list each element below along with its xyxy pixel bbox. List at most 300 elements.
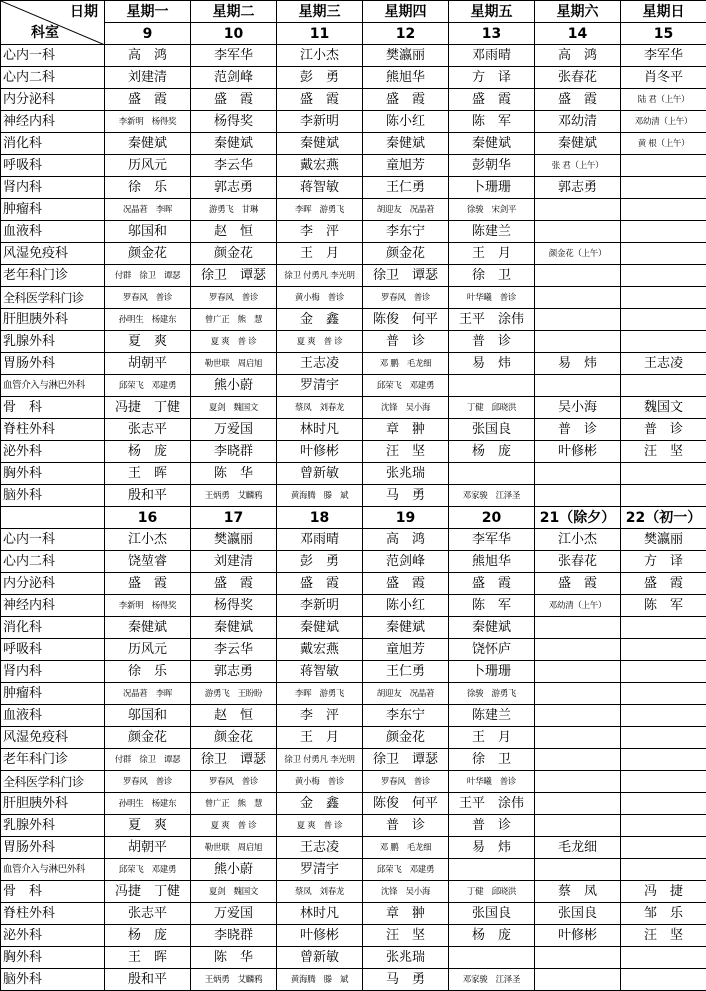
schedule-row <box>1 133 706 155</box>
doctor-cell: 卜珊珊 <box>449 177 535 199</box>
doctor-cell: 彭朝华 <box>449 155 535 177</box>
doctor-cell: 曾广正 熊 慧 <box>191 793 277 815</box>
doctor-cell: 邓幼清（上午） <box>535 595 621 617</box>
doctor-cell: 邬国和 <box>105 705 191 727</box>
department-name: 血液科 <box>1 705 105 727</box>
doctor-cell: 徐卫 谭瑟 <box>191 265 277 287</box>
doctor-cell: 秦健斌 <box>363 617 449 639</box>
doctor-cell: 颜金花 <box>363 727 449 749</box>
schedule-row <box>1 969 706 991</box>
doctor-cell: 盛 霞 <box>621 573 706 595</box>
doctor-cell: 叶修彬 <box>535 925 621 947</box>
doctor-cell: 李晖 游勇飞 <box>277 683 363 705</box>
schedule-row <box>1 705 706 727</box>
doctor-cell: 沈锋 吴小海 <box>363 397 449 419</box>
doctor-cell: 林时凡 <box>277 419 363 441</box>
doctor-cell: 秦健斌 <box>191 617 277 639</box>
week2-date-blank <box>1 507 105 529</box>
doctor-cell: 盛 霞 <box>191 573 277 595</box>
doctor-cell: 蒋智敏 <box>277 661 363 683</box>
doctor-cell: 颜金花 <box>191 727 277 749</box>
schedule-row <box>1 243 706 265</box>
doctor-cell: 秦健斌 <box>535 133 621 155</box>
doctor-cell: 历风元 <box>105 155 191 177</box>
doctor-cell: 樊瀛丽 <box>363 45 449 67</box>
doctor-cell: 徐卫 付勇凡 李光明 <box>277 265 363 287</box>
doctor-cell: 蒋智敏 <box>277 177 363 199</box>
doctor-cell <box>621 749 706 771</box>
doctor-cell: 游勇飞 甘琳 <box>191 199 277 221</box>
doctor-cell: 黄 根（上午） <box>621 133 706 155</box>
doctor-cell: 蔡 凤 <box>535 881 621 903</box>
schedule-row <box>1 441 706 463</box>
doctor-cell <box>621 265 706 287</box>
doctor-cell: 罗春风 普诊 <box>363 287 449 309</box>
doctor-cell <box>621 947 706 969</box>
date-cell: 15 <box>621 23 706 45</box>
doctor-cell: 樊瀛丽 <box>621 529 706 551</box>
doctor-cell: 罗春风 普诊 <box>105 287 191 309</box>
corner-header <box>1 1 105 45</box>
department-name: 呼吸科 <box>1 639 105 661</box>
schedule-row <box>1 199 706 221</box>
doctor-cell: 胡朝平 <box>105 837 191 859</box>
doctor-cell: 毛龙细 <box>535 837 621 859</box>
doctor-cell: 张志平 <box>105 903 191 925</box>
department-name: 心内二科 <box>1 551 105 573</box>
doctor-cell <box>535 221 621 243</box>
schedule-row <box>1 771 706 793</box>
doctor-cell: 冯捷 丁健 <box>105 397 191 419</box>
date-cell: 21（除夕） <box>535 507 621 529</box>
schedule-row <box>1 727 706 749</box>
doctor-cell: 刘建清 <box>105 67 191 89</box>
doctor-cell: 李新明 杨得奖 <box>105 595 191 617</box>
doctor-cell: 杨 庞 <box>105 441 191 463</box>
schedule-row <box>1 749 706 771</box>
doctor-cell: 叶华曦 普诊 <box>449 771 535 793</box>
doctor-cell <box>621 639 706 661</box>
doctor-cell: 方 译 <box>449 67 535 89</box>
doctor-cell: 盛 霞 <box>363 573 449 595</box>
doctor-cell: 邱荣飞 邓建勇 <box>363 375 449 397</box>
doctor-cell: 万爱国 <box>191 419 277 441</box>
date-cell: 14 <box>535 23 621 45</box>
doctor-cell: 李新明 杨得奖 <box>105 111 191 133</box>
department-name: 骨 科 <box>1 881 105 903</box>
department-name: 胸外科 <box>1 463 105 485</box>
department-name: 肝胆胰外科 <box>1 793 105 815</box>
schedule-row <box>1 67 706 89</box>
doctor-cell <box>535 661 621 683</box>
doctor-cell <box>621 661 706 683</box>
doctor-cell: 李 泙 <box>277 221 363 243</box>
date-cell: 22（初一） <box>621 507 706 529</box>
doctor-cell: 卜珊珊 <box>449 661 535 683</box>
doctor-cell: 张兆瑞 <box>363 947 449 969</box>
doctor-cell: 高 鸿 <box>363 529 449 551</box>
doctor-cell: 王平 涂伟 <box>449 793 535 815</box>
doctor-cell <box>535 947 621 969</box>
department-name: 血管介入与淋巴外科 <box>1 375 105 397</box>
department-name: 心内二科 <box>1 67 105 89</box>
doctor-cell <box>535 331 621 353</box>
doctor-cell: 秦健斌 <box>363 133 449 155</box>
doctor-cell: 徐卫 谭瑟 <box>191 749 277 771</box>
schedule-row <box>1 815 706 837</box>
doctor-cell: 冯捷 丁健 <box>105 881 191 903</box>
doctor-cell: 戴宏燕 <box>277 155 363 177</box>
doctor-cell: 王志凌 <box>621 353 706 375</box>
doctor-cell <box>621 199 706 221</box>
doctor-cell: 王 月 <box>449 243 535 265</box>
department-name: 神经内科 <box>1 595 105 617</box>
doctor-cell: 彭 勇 <box>277 551 363 573</box>
weekday-sat: 星期六 <box>535 1 621 23</box>
doctor-cell: 胡朝平 <box>105 353 191 375</box>
doctor-cell: 熊小蔚 <box>191 375 277 397</box>
doctor-cell: 邓家骏 江泽圣 <box>449 969 535 991</box>
doctor-cell: 王 晖 <box>105 947 191 969</box>
doctor-cell: 盛 霞 <box>449 573 535 595</box>
doctor-cell: 李东宁 <box>363 221 449 243</box>
doctor-cell: 王炳勇 艾麟鸦 <box>191 485 277 507</box>
doctor-cell: 李新明 <box>277 111 363 133</box>
weekday-fri: 星期五 <box>449 1 535 23</box>
doctor-cell: 张国良 <box>449 903 535 925</box>
doctor-cell: 郭志勇 <box>191 661 277 683</box>
doctor-cell: 普 诊 <box>363 815 449 837</box>
doctor-cell: 邓 鹏 毛龙细 <box>363 353 449 375</box>
doctor-cell: 冯 捷 <box>621 881 706 903</box>
department-name: 脊柱外科 <box>1 419 105 441</box>
doctor-cell: 邱荣飞 邓建勇 <box>363 859 449 881</box>
department-name: 内分泌科 <box>1 89 105 111</box>
doctor-cell: 熊小蔚 <box>191 859 277 881</box>
doctor-cell: 罗春风 普诊 <box>105 771 191 793</box>
doctor-cell <box>449 859 535 881</box>
doctor-cell: 高 鸿 <box>535 45 621 67</box>
doctor-cell: 徐骏 游勇飞 <box>449 683 535 705</box>
doctor-cell: 李晓群 <box>191 441 277 463</box>
doctor-cell: 罗清宇 <box>277 375 363 397</box>
doctor-cell: 邓雨晴 <box>277 529 363 551</box>
schedule-row <box>1 903 706 925</box>
doctor-cell: 徐 乐 <box>105 661 191 683</box>
doctor-cell: 汪 坚 <box>621 925 706 947</box>
doctor-cell: 曾新敏 <box>277 947 363 969</box>
doctor-cell: 郭志勇 <box>191 177 277 199</box>
doctor-cell: 张兆瑞 <box>363 463 449 485</box>
date-cell: 16 <box>105 507 191 529</box>
doctor-cell: 马 勇 <box>363 969 449 991</box>
schedule-row <box>1 925 706 947</box>
department-name: 内分泌科 <box>1 573 105 595</box>
doctor-cell: 盛 霞 <box>277 573 363 595</box>
date-cell: 9 <box>105 23 191 45</box>
week2-date-row <box>1 507 706 529</box>
doctor-cell <box>621 793 706 815</box>
doctor-cell: 万爱国 <box>191 903 277 925</box>
doctor-cell: 易 炜 <box>449 837 535 859</box>
doctor-cell: 李新明 <box>277 595 363 617</box>
department-name: 风湿免疫科 <box>1 243 105 265</box>
doctor-cell <box>535 749 621 771</box>
doctor-cell: 童旭芳 <box>363 155 449 177</box>
doctor-cell: 徐卫 付勇凡 李光明 <box>277 749 363 771</box>
doctor-cell <box>535 815 621 837</box>
department-name: 泌外科 <box>1 925 105 947</box>
schedule-row <box>1 793 706 815</box>
doctor-cell: 秦健斌 <box>277 617 363 639</box>
schedule-row <box>1 661 706 683</box>
department-name: 肝胆胰外科 <box>1 309 105 331</box>
doctor-cell: 普 诊 <box>449 331 535 353</box>
doctor-cell: 刘建清 <box>191 551 277 573</box>
doctor-cell: 戴宏燕 <box>277 639 363 661</box>
doctor-cell: 罗清宇 <box>277 859 363 881</box>
doctor-cell: 陈 华 <box>191 947 277 969</box>
department-name: 老年科门诊 <box>1 749 105 771</box>
department-name: 消化科 <box>1 133 105 155</box>
doctor-cell: 杨 庞 <box>449 441 535 463</box>
doctor-cell: 丁健 邱晓洪 <box>449 881 535 903</box>
doctor-cell: 盛 霞 <box>535 573 621 595</box>
doctor-cell: 金 鑫 <box>277 309 363 331</box>
doctor-cell: 王志凌 <box>277 353 363 375</box>
doctor-cell: 王志凌 <box>277 837 363 859</box>
doctor-cell: 彭 勇 <box>277 67 363 89</box>
schedule-row <box>1 837 706 859</box>
department-name: 呼吸科 <box>1 155 105 177</box>
doctor-cell: 夏 爽 普 诊 <box>191 331 277 353</box>
doctor-cell <box>621 243 706 265</box>
department-name: 神经内科 <box>1 111 105 133</box>
doctor-cell: 黄海腾 滕 斌 <box>277 969 363 991</box>
doctor-cell: 杨 庞 <box>449 925 535 947</box>
doctor-cell: 童旭芳 <box>363 639 449 661</box>
doctor-cell: 徐 卫 <box>449 265 535 287</box>
schedule-row <box>1 617 706 639</box>
doctor-cell: 陈建兰 <box>449 705 535 727</box>
doctor-cell: 王炳勇 艾麟鸦 <box>191 969 277 991</box>
doctor-cell: 叶华曦 普诊 <box>449 287 535 309</box>
schedule-row <box>1 485 706 507</box>
doctor-cell: 范剑峰 <box>191 67 277 89</box>
doctor-cell: 陈 军 <box>449 111 535 133</box>
doctor-cell: 盛 霞 <box>277 89 363 111</box>
doctor-cell: 付群 徐卫 谭瑟 <box>105 749 191 771</box>
doctor-cell: 殷和平 <box>105 485 191 507</box>
weekday-mon: 星期一 <box>105 1 191 23</box>
doctor-cell: 勒世联 周启旭 <box>191 353 277 375</box>
doctor-cell: 李晓群 <box>191 925 277 947</box>
doctor-cell: 赵 恒 <box>191 221 277 243</box>
department-name: 肿瘤科 <box>1 683 105 705</box>
schedule-row <box>1 353 706 375</box>
doctor-cell <box>535 199 621 221</box>
doctor-cell: 熊旭华 <box>449 551 535 573</box>
doctor-cell: 沈锋 吴小海 <box>363 881 449 903</box>
schedule-row <box>1 287 706 309</box>
doctor-cell: 徐卫 谭瑟 <box>363 265 449 287</box>
doctor-cell <box>621 177 706 199</box>
department-name: 血管介入与淋巴外科 <box>1 859 105 881</box>
doctor-cell <box>449 375 535 397</box>
doctor-cell: 孙明生 杨建东 <box>105 309 191 331</box>
department-name: 胸外科 <box>1 947 105 969</box>
doctor-cell <box>621 837 706 859</box>
doctor-cell: 勒世联 周启旭 <box>191 837 277 859</box>
doctor-cell: 曾新敏 <box>277 463 363 485</box>
doctor-cell <box>535 969 621 991</box>
doctor-cell: 蔡凤 刘春龙 <box>277 881 363 903</box>
schedule-row <box>1 397 706 419</box>
weekday-header-row <box>1 1 706 23</box>
doctor-cell: 易 炜 <box>535 353 621 375</box>
schedule-row <box>1 419 706 441</box>
doctor-cell: 江小杰 <box>105 529 191 551</box>
doctor-cell: 张春花 <box>535 551 621 573</box>
doctor-cell: 秦健斌 <box>449 133 535 155</box>
doctor-cell: 普 诊 <box>535 419 621 441</box>
doctor-cell <box>535 683 621 705</box>
schedule-row <box>1 947 706 969</box>
doctor-cell <box>535 265 621 287</box>
doctor-cell <box>535 859 621 881</box>
doctor-cell: 夏 爽 普 诊 <box>277 815 363 837</box>
doctor-cell: 普 诊 <box>621 419 706 441</box>
doctor-cell: 郭志勇 <box>535 177 621 199</box>
doctor-cell: 高 鸿 <box>105 45 191 67</box>
doctor-cell: 丁健 邱晓洪 <box>449 397 535 419</box>
doctor-cell: 盛 霞 <box>363 89 449 111</box>
department-name: 泌外科 <box>1 441 105 463</box>
doctor-cell: 徐 乐 <box>105 177 191 199</box>
doctor-cell: 游勇飞 王盼盼 <box>191 683 277 705</box>
department-name: 骨 科 <box>1 397 105 419</box>
doctor-cell: 魏国文 <box>621 397 706 419</box>
doctor-cell: 江小杰 <box>277 45 363 67</box>
date-cell: 12 <box>363 23 449 45</box>
doctor-cell: 王 晖 <box>105 463 191 485</box>
doctor-cell: 颜金花 <box>105 243 191 265</box>
doctor-cell: 罗春风 普诊 <box>191 287 277 309</box>
doctor-cell <box>621 155 706 177</box>
doctor-cell: 李云华 <box>191 155 277 177</box>
doctor-cell: 方 译 <box>621 551 706 573</box>
doctor-cell <box>621 727 706 749</box>
weekday-tue: 星期二 <box>191 1 277 23</box>
doctor-cell <box>535 309 621 331</box>
doctor-cell: 易 炜 <box>449 353 535 375</box>
department-name: 乳腺外科 <box>1 331 105 353</box>
week1-date-row <box>1 23 706 45</box>
doctor-cell <box>621 683 706 705</box>
doctor-cell <box>535 375 621 397</box>
doctor-cell: 普 诊 <box>449 815 535 837</box>
doctor-cell: 秦健斌 <box>277 133 363 155</box>
doctor-cell <box>621 815 706 837</box>
doctor-cell: 饶怀庐 <box>449 639 535 661</box>
doctor-cell: 罗春风 普诊 <box>363 771 449 793</box>
doctor-cell: 叶修彬 <box>535 441 621 463</box>
schedule-row <box>1 155 706 177</box>
schedule-row <box>1 683 706 705</box>
schedule-row <box>1 375 706 397</box>
department-name: 肾内科 <box>1 177 105 199</box>
doctor-cell: 陈俊 何平 <box>363 793 449 815</box>
doctor-cell: 熊旭华 <box>363 67 449 89</box>
doctor-cell: 章 翀 <box>363 903 449 925</box>
doctor-cell <box>449 463 535 485</box>
doctor-cell: 况晶莙 李晖 <box>105 199 191 221</box>
schedule-row <box>1 881 706 903</box>
doctor-cell: 盛 霞 <box>535 89 621 111</box>
doctor-cell: 秦健斌 <box>449 617 535 639</box>
doctor-cell: 盛 霞 <box>105 89 191 111</box>
doctor-cell: 殷和平 <box>105 969 191 991</box>
doctor-cell: 付群 徐卫 谭瑟 <box>105 265 191 287</box>
doctor-cell: 陈 华 <box>191 463 277 485</box>
department-name: 心内一科 <box>1 529 105 551</box>
doctor-cell: 徐骏 宋剑平 <box>449 199 535 221</box>
doctor-cell: 吴小海 <box>535 397 621 419</box>
doctor-cell <box>535 639 621 661</box>
department-name: 血液科 <box>1 221 105 243</box>
doctor-cell <box>621 309 706 331</box>
doctor-cell: 颜金花 <box>191 243 277 265</box>
date-cell: 20 <box>449 507 535 529</box>
doctor-cell: 樊瀛丽 <box>191 529 277 551</box>
doctor-cell: 饶堃睿 <box>105 551 191 573</box>
doctor-cell: 盛 霞 <box>191 89 277 111</box>
schedule-row <box>1 331 706 353</box>
doctor-cell: 王 月 <box>277 243 363 265</box>
doctor-cell: 普 诊 <box>363 331 449 353</box>
doctor-cell: 王仁勇 <box>363 177 449 199</box>
doctor-cell <box>449 947 535 969</box>
doctor-cell: 罗春风 普诊 <box>191 771 277 793</box>
doctor-cell: 蔡凤 刘春龙 <box>277 397 363 419</box>
department-name: 胃肠外科 <box>1 837 105 859</box>
date-cell: 18 <box>277 507 363 529</box>
schedule-row <box>1 221 706 243</box>
doctor-cell: 汪 坚 <box>621 441 706 463</box>
weekday-sun: 星期日 <box>621 1 706 23</box>
doctor-cell: 叶修彬 <box>277 441 363 463</box>
corner-date-label: 日期 <box>70 2 98 22</box>
doctor-cell: 陈小红 <box>363 595 449 617</box>
doctor-cell <box>621 771 706 793</box>
schedule-row <box>1 265 706 287</box>
doctor-cell: 秦健斌 <box>191 133 277 155</box>
doctor-cell: 王 月 <box>449 727 535 749</box>
doctor-cell: 张志平 <box>105 419 191 441</box>
schedule-row <box>1 309 706 331</box>
department-name: 心内一科 <box>1 45 105 67</box>
date-cell: 13 <box>449 23 535 45</box>
corner-dept-label: 科室 <box>31 23 59 43</box>
doctor-cell: 李军华 <box>191 45 277 67</box>
doctor-cell: 肖冬平 <box>621 67 706 89</box>
date-cell: 17 <box>191 507 277 529</box>
doctor-cell: 盛 霞 <box>105 573 191 595</box>
doctor-cell: 李晖 游勇飞 <box>277 199 363 221</box>
doctor-cell: 历风元 <box>105 639 191 661</box>
department-name: 乳腺外科 <box>1 815 105 837</box>
schedule-row <box>1 573 706 595</box>
